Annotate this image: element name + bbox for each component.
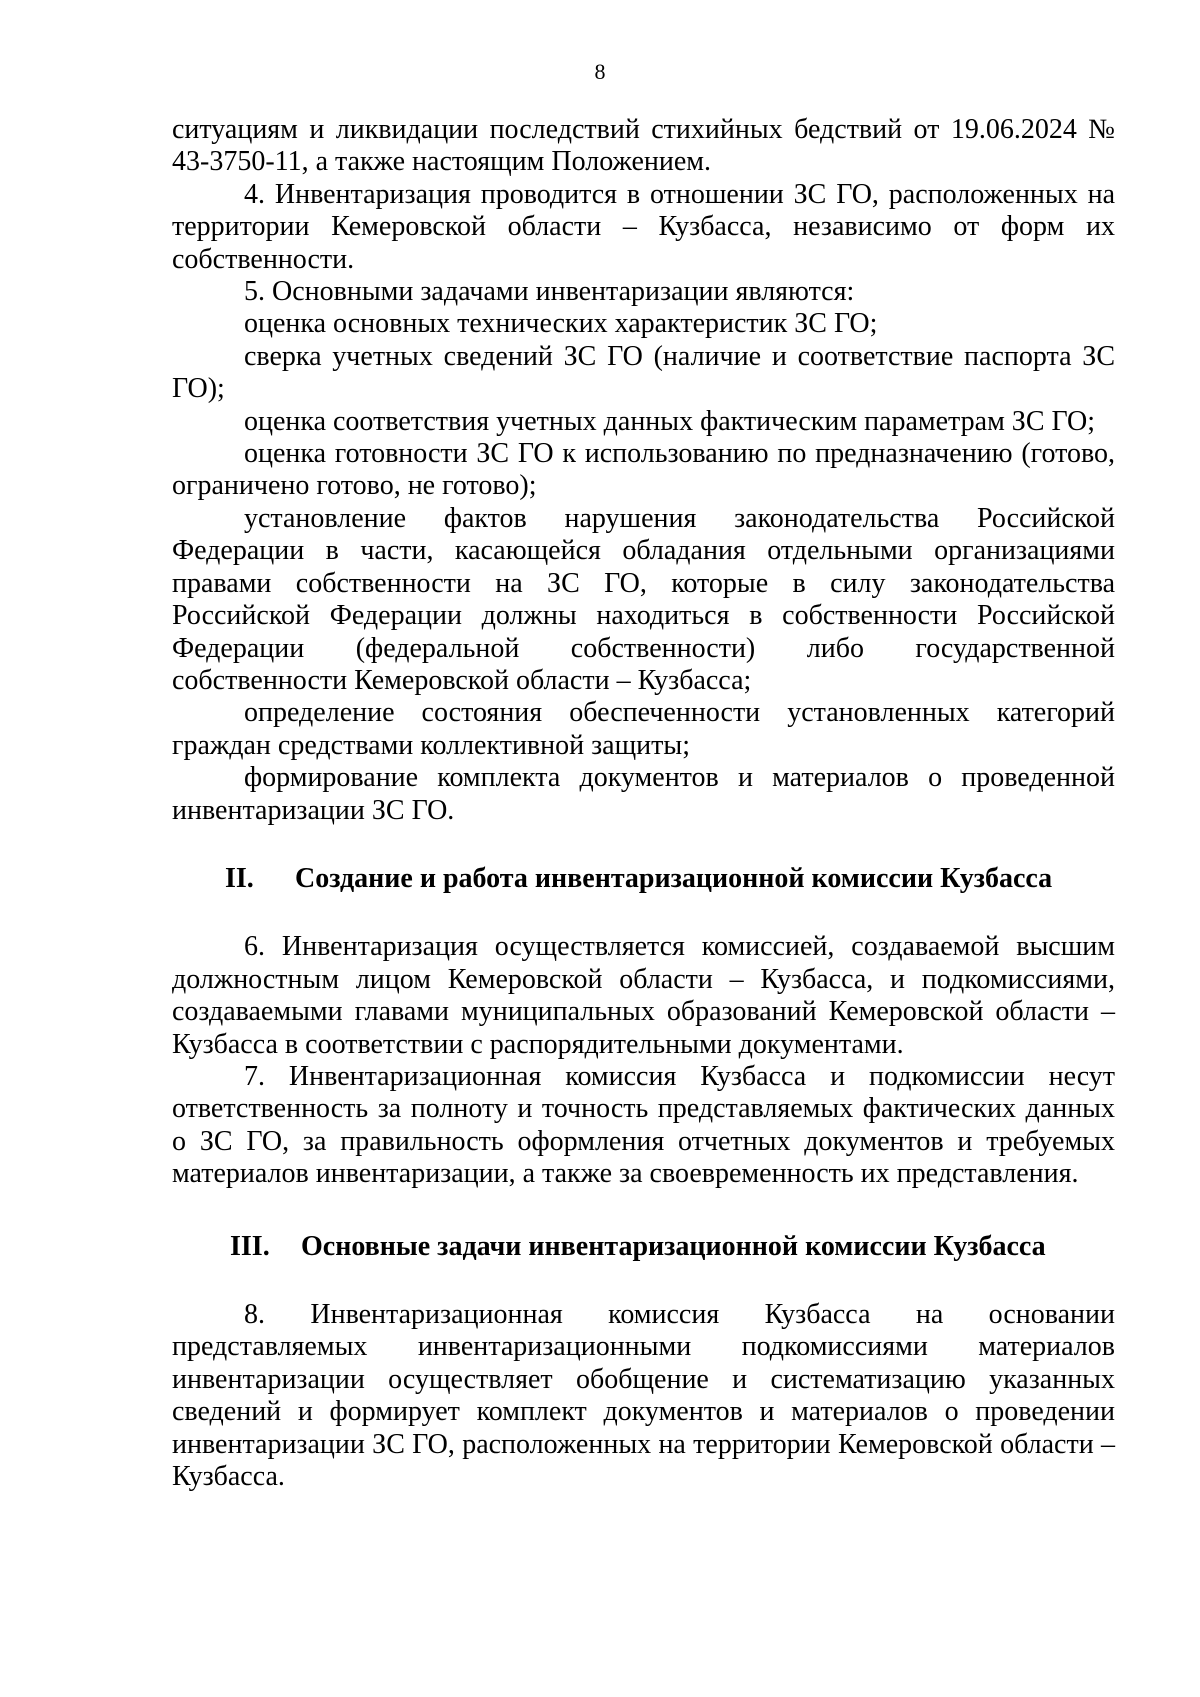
document-body: [172, 114, 1115, 1493]
list-item: определение состояния обеспеченности установленных категорий граждан средствами коллективной защиты;: [172, 697, 1115, 761]
list-item: формирование комплекта документов и материалов о проведенной инвентаризации ЗС ГО.: [172, 762, 1115, 826]
section-3-title: Основные задачи инвентаризационной комиссии Кузбасса: [301, 1230, 1046, 1262]
page-number: 8: [594, 59, 606, 84]
paragraph: ситуациям и ликвидации последствий стихийных бедствий от 19.06.2024 № 43-3750-11, а также настоящим Положением.: [172, 114, 1115, 178]
paragraph: 5. Основными задачами инвентаризации являются:: [244, 276, 855, 308]
list-item: оценка основных технических характеристик ЗС ГО;: [244, 308, 878, 340]
list-item: оценка соответствия учетных данных фактическим параметрам ЗС ГО;: [244, 405, 1095, 437]
section-2-number: II.: [225, 862, 254, 894]
paragraph: 7. Инвентаризационная комиссия Кузбасса и подкомиссии несут ответственность за полноту и точность представляемых фактических данных о ЗС ГО, за правильность оформления отчетных документов и требуемых материалов инвентаризации, а также за своевременность их представления.: [172, 1060, 1115, 1190]
list-item: сверка учетных сведений ЗС ГО (наличие и соответствие паспорта ЗС ГО);: [172, 340, 1115, 405]
section-2-heading: [172, 863, 1115, 895]
paragraph: 8. Инвентаризационная комиссия Кузбасса на основании представляемых инвентаризационными подкомиссиями материалов инвентаризации осуществляет обобщение и систематизацию указанных сведений и формирует комплект документов и материалов о проведении инвентаризации ЗС ГО, расположенных на территории Кемеровской области – Кузбасса.: [172, 1299, 1115, 1493]
paragraph: 4. Инвентаризация проводится в отношении ЗС ГО, расположенных на территории Кемеровской области – Кузбасса, независимо от форм их собственности.: [172, 178, 1115, 275]
section-3-heading: [172, 1231, 1115, 1263]
section-3-number: III.: [230, 1230, 270, 1262]
section-2-title: Создание и работа инвентаризационной комиссии Кузбасса: [295, 862, 1053, 894]
list-item: установление фактов нарушения законодательства Российской Федерации в части, касающейся обладания отдельными организациями правами собственности на ЗС ГО, которые в силу законодательства Российской Федерации должны находиться в собственности Российской Федерации (федеральной собственности) либо государственной собственности Кемеровской области – Кузбасса;: [172, 502, 1115, 696]
list-item: оценка готовности ЗС ГО к использованию по предназначению (готово, ограничено готово, не готово);: [172, 438, 1115, 502]
paragraph: 6. Инвентаризация осуществляется комиссией, создаваемой высшим должностным лицом Кемеровской области – Кузбасса, и подкомиссиями, создаваемыми главами муниципальных образований Кемеровской области – Кузбасса в соответствии с распорядительными документами.: [172, 931, 1115, 1060]
